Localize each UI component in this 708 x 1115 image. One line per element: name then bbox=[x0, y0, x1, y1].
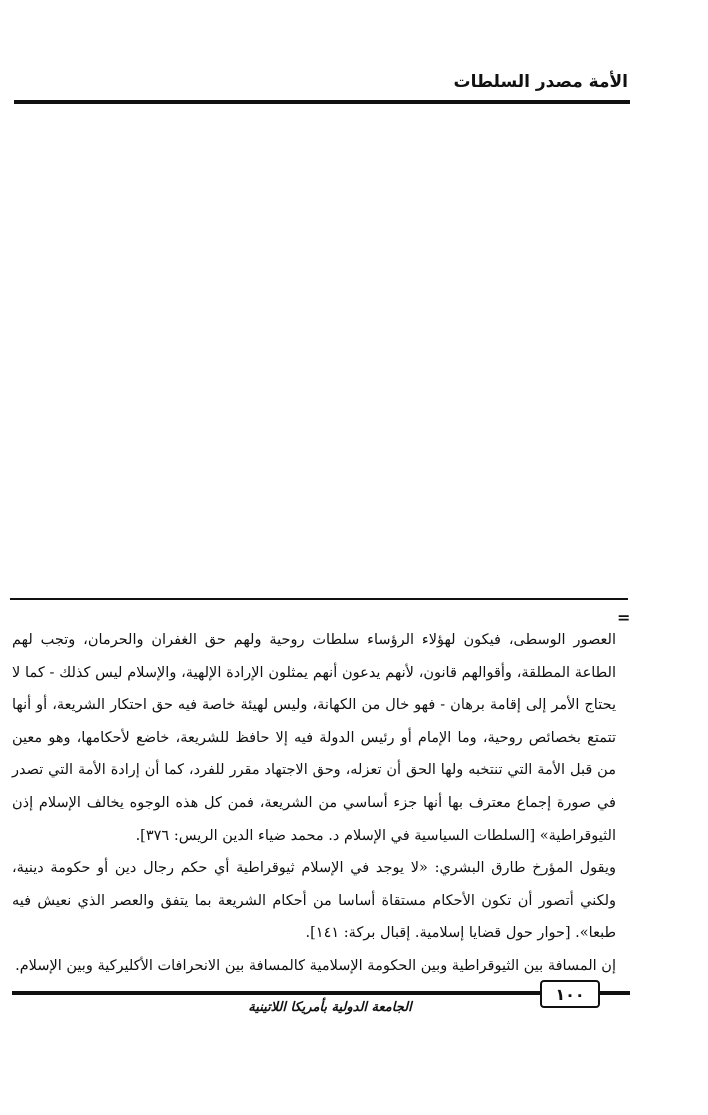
paragraph: ويقول المؤرخ طارق البشري: «لا يوجد في الإسلام ثيوقراطية أي حكم رجال دين أو حكومة دينية، ولكني أتصور أن تكون الأحكام مستقاة أساسا من أحكام الشريعة بما يتفق والعصر الذي نعيش فيه طبعا». [حوار حول قضايا إسلامية. إقبال بركة: ١٤١]. bbox=[12, 860, 616, 942]
page-number: ١٠٠ bbox=[555, 984, 585, 1004]
paragraph: العصور الوسطى، فيكون لهؤلاء الرؤساء سلطات روحية ولهم حق الغفران والحرمان، وتجب لهم الطاعة المطلقة، وأقوالهم قانون، لأنهم يدعون أنهم يمثلون الإرادة الإلهية، والإسلام ليس كذلك - كما لا يحتاج الأمر إلى إقامة برهان - فهو خال من الكهانة، وليس لهيئة خاصة فيه حق احتكار الشريعة، أو أنها تتمتع بخصائص روحية، وما الإمام أو رئيس الدولة فيه إلا حافظ للشريعة، خاضع لأحكامها، وهو معين من قبل الأمة التي تنتخبه ولها الحق أن تعزله، وحق الاجتهاد مقرر للفرد، كما أن إرادة الأمة التي تصدر في صورة إجماع معترف بها أنها جزء أساسي من الشريعة، فمن كل هذه الوجوه يخالف الإسلام إذن الثيوقراطية» [السلطات السياسية في الإسلام د. محمد ضياء الدين الريس: ٣٧٦]. bbox=[12, 632, 616, 844]
paragraph: إن المسافة بين الثيوقراطية وبين الحكومة الإسلامية كالمسافة بين الانحرافات الأكليركية وبين الإسلام. bbox=[15, 957, 616, 974]
footnote-text-block bbox=[12, 624, 616, 983]
running-title: الأمة مصدر السلطات bbox=[453, 72, 628, 92]
footnote-continuation-marker: = bbox=[617, 608, 631, 627]
page-number-badge bbox=[540, 980, 600, 1008]
footer-rule bbox=[12, 991, 630, 995]
footnote-separator bbox=[10, 598, 628, 600]
publisher-name: الجامعة الدولية بأمريكا اللاتينية bbox=[248, 1000, 412, 1015]
header-rule bbox=[14, 100, 630, 104]
